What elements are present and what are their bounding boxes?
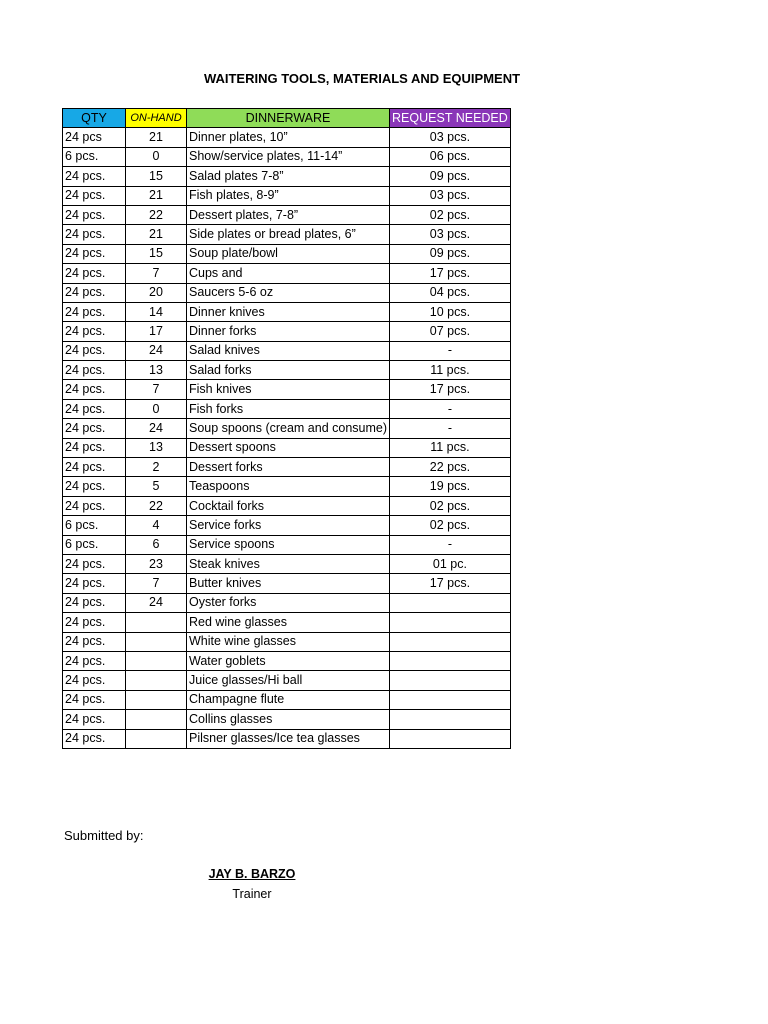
cell-item: Dinner forks bbox=[187, 322, 390, 341]
cell-request-needed: 04 pcs. bbox=[390, 283, 511, 302]
cell-on-hand: 15 bbox=[126, 244, 187, 263]
cell-qty: 24 pcs. bbox=[63, 399, 126, 418]
cell-item: Dessert plates, 7-8” bbox=[187, 205, 390, 224]
cell-on-hand: 15 bbox=[126, 167, 187, 186]
cell-on-hand bbox=[126, 729, 187, 748]
cell-qty: 24 pcs. bbox=[63, 167, 126, 186]
cell-item: Dinner knives bbox=[187, 302, 390, 321]
cell-qty: 24 pcs. bbox=[63, 690, 126, 709]
cell-qty: 24 pcs. bbox=[63, 554, 126, 573]
cell-request-needed: - bbox=[390, 341, 511, 360]
cell-item: Pilsner glasses/Ice tea glasses bbox=[187, 729, 390, 748]
table-header-row bbox=[63, 109, 511, 128]
table-row bbox=[63, 264, 511, 283]
cell-item: Salad forks bbox=[187, 361, 390, 380]
table-row bbox=[63, 710, 511, 729]
table-row bbox=[63, 419, 511, 438]
cell-request-needed: 11 pcs. bbox=[390, 438, 511, 457]
table-row bbox=[63, 147, 511, 166]
cell-item: Fish knives bbox=[187, 380, 390, 399]
cell-item: Teaspoons bbox=[187, 477, 390, 496]
cell-request-needed bbox=[390, 651, 511, 670]
cell-item: Red wine glasses bbox=[187, 613, 390, 632]
cell-on-hand: 24 bbox=[126, 341, 187, 360]
cell-item: Collins glasses bbox=[187, 710, 390, 729]
cell-request-needed: 02 pcs. bbox=[390, 205, 511, 224]
table-row bbox=[63, 477, 511, 496]
table-row bbox=[63, 283, 511, 302]
table-row bbox=[63, 341, 511, 360]
table-row bbox=[63, 593, 511, 612]
table-row bbox=[63, 516, 511, 535]
cell-on-hand bbox=[126, 613, 187, 632]
cell-request-needed: - bbox=[390, 535, 511, 554]
cell-request-needed: 09 pcs. bbox=[390, 244, 511, 263]
cell-qty: 24 pcs. bbox=[63, 361, 126, 380]
cell-qty: 24 pcs. bbox=[63, 671, 126, 690]
cell-on-hand bbox=[126, 690, 187, 709]
table-row bbox=[63, 690, 511, 709]
cell-request-needed: 10 pcs. bbox=[390, 302, 511, 321]
cell-request-needed bbox=[390, 729, 511, 748]
cell-on-hand: 22 bbox=[126, 205, 187, 224]
cell-qty: 24 pcs. bbox=[63, 322, 126, 341]
cell-item: Cups and bbox=[187, 264, 390, 283]
cell-on-hand bbox=[126, 632, 187, 651]
column-header-request-needed: REQUEST NEEDED bbox=[390, 109, 511, 128]
cell-on-hand bbox=[126, 710, 187, 729]
cell-qty: 6 pcs. bbox=[63, 147, 126, 166]
cell-item: Soup plate/bowl bbox=[187, 244, 390, 263]
table-row bbox=[63, 361, 511, 380]
cell-request-needed: 19 pcs. bbox=[390, 477, 511, 496]
cell-qty: 24 pcs. bbox=[63, 341, 126, 360]
signer-name: JAY B. BARZO bbox=[208, 867, 296, 881]
table-row bbox=[63, 302, 511, 321]
cell-request-needed: 02 pcs. bbox=[390, 496, 511, 515]
table-row bbox=[63, 651, 511, 670]
cell-item: Water goblets bbox=[187, 651, 390, 670]
cell-item: Fish plates, 8-9” bbox=[187, 186, 390, 205]
cell-request-needed bbox=[390, 632, 511, 651]
cell-on-hand: 23 bbox=[126, 554, 187, 573]
cell-on-hand bbox=[126, 671, 187, 690]
cell-item: Service spoons bbox=[187, 535, 390, 554]
table-row bbox=[63, 574, 511, 593]
cell-on-hand: 20 bbox=[126, 283, 187, 302]
cell-on-hand: 21 bbox=[126, 128, 187, 147]
table-row bbox=[63, 729, 511, 748]
cell-item: Oyster forks bbox=[187, 593, 390, 612]
cell-request-needed: 11 pcs. bbox=[390, 361, 511, 380]
cell-item: Juice glasses/Hi ball bbox=[187, 671, 390, 690]
cell-item: Champagne flute bbox=[187, 690, 390, 709]
cell-on-hand: 21 bbox=[126, 225, 187, 244]
cell-qty: 24 pcs. bbox=[63, 496, 126, 515]
cell-on-hand: 17 bbox=[126, 322, 187, 341]
column-header-qty: QTY bbox=[63, 109, 126, 128]
cell-request-needed: 03 pcs. bbox=[390, 128, 511, 147]
cell-qty: 24 pcs. bbox=[63, 613, 126, 632]
cell-qty: 6 pcs. bbox=[63, 516, 126, 535]
cell-qty: 24 pcs. bbox=[63, 283, 126, 302]
cell-item: Saucers 5-6 oz bbox=[187, 283, 390, 302]
cell-item: White wine glasses bbox=[187, 632, 390, 651]
table-row bbox=[63, 632, 511, 651]
cell-item: Show/service plates, 11-14” bbox=[187, 147, 390, 166]
cell-request-needed: 03 pcs. bbox=[390, 186, 511, 205]
cell-qty: 24 pcs. bbox=[63, 264, 126, 283]
cell-qty: 24 pcs. bbox=[63, 438, 126, 457]
cell-qty: 24 pcs. bbox=[63, 458, 126, 477]
document-title: WAITERING TOOLS, MATERIALS AND EQUIPMENT bbox=[203, 71, 521, 86]
cell-on-hand: 7 bbox=[126, 574, 187, 593]
cell-on-hand: 7 bbox=[126, 264, 187, 283]
cell-qty: 24 pcs. bbox=[63, 186, 126, 205]
cell-qty: 24 pcs. bbox=[63, 477, 126, 496]
cell-request-needed: 22 pcs. bbox=[390, 458, 511, 477]
cell-item: Steak knives bbox=[187, 554, 390, 573]
cell-item: Salad knives bbox=[187, 341, 390, 360]
cell-on-hand: 0 bbox=[126, 147, 187, 166]
cell-item: Soup spoons (cream and consume) bbox=[187, 419, 390, 438]
cell-item: Side plates or bread plates, 6” bbox=[187, 225, 390, 244]
cell-item: Cocktail forks bbox=[187, 496, 390, 515]
cell-request-needed: 03 pcs. bbox=[390, 225, 511, 244]
cell-request-needed bbox=[390, 671, 511, 690]
cell-item: Butter knives bbox=[187, 574, 390, 593]
table-row bbox=[63, 496, 511, 515]
cell-on-hand: 4 bbox=[126, 516, 187, 535]
table-row bbox=[63, 399, 511, 418]
table-row bbox=[63, 671, 511, 690]
cell-on-hand: 7 bbox=[126, 380, 187, 399]
table-row bbox=[63, 167, 511, 186]
cell-request-needed bbox=[390, 710, 511, 729]
cell-request-needed: 07 pcs. bbox=[390, 322, 511, 341]
cell-qty: 24 pcs. bbox=[63, 205, 126, 224]
cell-on-hand: 14 bbox=[126, 302, 187, 321]
table-row bbox=[63, 244, 511, 263]
cell-request-needed: 02 pcs. bbox=[390, 516, 511, 535]
cell-qty: 24 pcs. bbox=[63, 710, 126, 729]
table-row bbox=[63, 186, 511, 205]
table-row bbox=[63, 322, 511, 341]
cell-item: Fish forks bbox=[187, 399, 390, 418]
cell-request-needed bbox=[390, 690, 511, 709]
cell-qty: 24 pcs. bbox=[63, 302, 126, 321]
cell-request-needed: 17 pcs. bbox=[390, 380, 511, 399]
cell-item: Dessert forks bbox=[187, 458, 390, 477]
table-row bbox=[63, 438, 511, 457]
cell-qty: 24 pcs. bbox=[63, 244, 126, 263]
cell-on-hand: 21 bbox=[126, 186, 187, 205]
table-row bbox=[63, 128, 511, 147]
cell-request-needed bbox=[390, 613, 511, 632]
cell-on-hand: 24 bbox=[126, 419, 187, 438]
cell-qty: 24 pcs. bbox=[63, 380, 126, 399]
table-row bbox=[63, 380, 511, 399]
cell-qty: 24 pcs. bbox=[63, 729, 126, 748]
inventory-table-body bbox=[63, 128, 511, 749]
signer-role: Trainer bbox=[232, 887, 272, 901]
cell-request-needed: 17 pcs. bbox=[390, 574, 511, 593]
column-header-dinnerware: DINNERWARE bbox=[187, 109, 390, 128]
cell-request-needed: - bbox=[390, 399, 511, 418]
cell-qty: 6 pcs. bbox=[63, 535, 126, 554]
cell-qty: 24 pcs. bbox=[63, 574, 126, 593]
table-row bbox=[63, 225, 511, 244]
inventory-table bbox=[62, 108, 511, 749]
cell-request-needed: 06 pcs. bbox=[390, 147, 511, 166]
cell-on-hand: 6 bbox=[126, 535, 187, 554]
table-row bbox=[63, 535, 511, 554]
table-row bbox=[63, 458, 511, 477]
cell-qty: 24 pcs. bbox=[63, 632, 126, 651]
submitted-by-label: Submitted by: bbox=[64, 828, 144, 843]
table-row bbox=[63, 205, 511, 224]
cell-item: Salad plates 7-8” bbox=[187, 167, 390, 186]
table-row bbox=[63, 613, 511, 632]
cell-request-needed: 17 pcs. bbox=[390, 264, 511, 283]
cell-request-needed bbox=[390, 593, 511, 612]
cell-request-needed: 09 pcs. bbox=[390, 167, 511, 186]
cell-on-hand bbox=[126, 651, 187, 670]
cell-qty: 24 pcs. bbox=[63, 593, 126, 612]
cell-item: Service forks bbox=[187, 516, 390, 535]
cell-on-hand: 0 bbox=[126, 399, 187, 418]
cell-on-hand: 22 bbox=[126, 496, 187, 515]
cell-qty: 24 pcs. bbox=[63, 225, 126, 244]
cell-request-needed: 01 pc. bbox=[390, 554, 511, 573]
cell-on-hand: 5 bbox=[126, 477, 187, 496]
table-row bbox=[63, 554, 511, 573]
cell-qty: 24 pcs. bbox=[63, 651, 126, 670]
cell-qty: 24 pcs bbox=[63, 128, 126, 147]
cell-item: Dessert spoons bbox=[187, 438, 390, 457]
cell-request-needed: - bbox=[390, 419, 511, 438]
cell-qty: 24 pcs. bbox=[63, 419, 126, 438]
cell-on-hand: 24 bbox=[126, 593, 187, 612]
cell-item: Dinner plates, 10” bbox=[187, 128, 390, 147]
cell-on-hand: 13 bbox=[126, 438, 187, 457]
cell-on-hand: 13 bbox=[126, 361, 187, 380]
column-header-on-hand: ON-HAND bbox=[126, 109, 187, 128]
cell-on-hand: 2 bbox=[126, 458, 187, 477]
